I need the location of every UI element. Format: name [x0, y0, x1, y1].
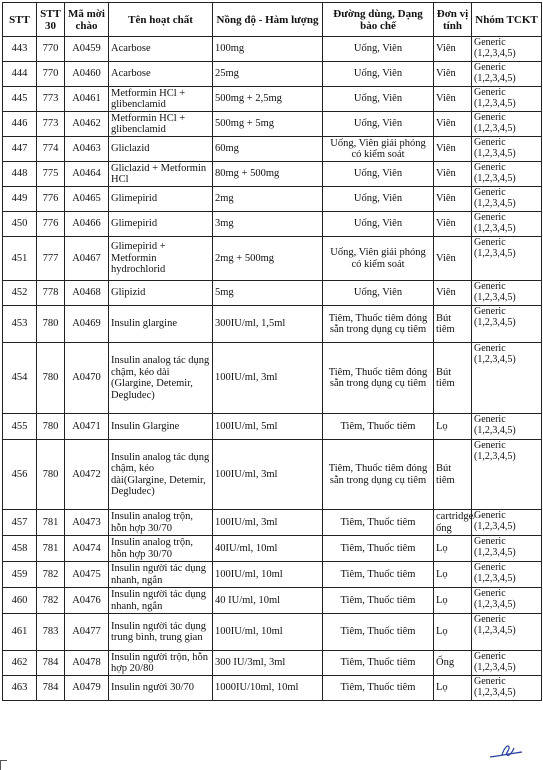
unit-cell: Bút tiêm	[434, 306, 472, 343]
strength-cell: 40 IU/ml, 10ml	[213, 588, 323, 614]
strength-cell: 100IU/ml, 10ml	[213, 562, 323, 588]
code-cell: A0479	[65, 676, 109, 701]
stt30-cell: 782	[37, 562, 65, 588]
stt30-cell: 770	[37, 37, 65, 62]
route-cell: Tiêm, Thuốc tiêm	[323, 614, 434, 651]
code-cell: A0472	[65, 440, 109, 510]
strength-cell: 100IU/ml, 5ml	[213, 414, 323, 440]
route-cell: Tiêm, Thuốc tiêm	[323, 536, 434, 562]
stt-cell: 459	[3, 562, 37, 588]
route-cell: Uống, Viên	[323, 281, 434, 306]
unit-cell: Lọ	[434, 562, 472, 588]
strength-cell: 1000IU/10ml, 10ml	[213, 676, 323, 701]
ingredient-cell: Glimepirid + Metformin hydrochlorid	[109, 237, 213, 281]
group-cell: Generic (1,2,3,4,5)	[472, 306, 542, 343]
route-cell: Tiêm, Thuốc tiêm đóng sẵn trong dụng cụ tiêm	[323, 440, 434, 510]
group-cell: Generic (1,2,3,4,5)	[472, 162, 542, 187]
table-row	[3, 676, 542, 701]
table-row	[3, 536, 542, 562]
ingredient-cell: Insulin analog tác dụng chậm, kéo dài(Glargine, Detemir, Degludec)	[109, 440, 213, 510]
stt-cell: 455	[3, 414, 37, 440]
route-cell: Uống, Viên	[323, 87, 434, 112]
code-cell: A0470	[65, 343, 109, 414]
route-cell: Uống, Viên	[323, 162, 434, 187]
stt30-cell: 781	[37, 510, 65, 536]
code-cell: A0465	[65, 187, 109, 212]
stt30-cell: 783	[37, 614, 65, 651]
code-cell: A0460	[65, 62, 109, 87]
strength-cell: 3mg	[213, 212, 323, 237]
strength-cell: 300 IU/3ml, 3ml	[213, 651, 323, 676]
table-row	[3, 237, 542, 281]
table-row	[3, 414, 542, 440]
group-cell: Generic (1,2,3,4,5)	[472, 237, 542, 281]
unit-cell: Viên	[434, 137, 472, 162]
strength-cell: 100IU/ml, 3ml	[213, 343, 323, 414]
group-cell: Generic (1,2,3,4,5)	[472, 87, 542, 112]
table-row	[3, 588, 542, 614]
strength-cell: 100mg	[213, 37, 323, 62]
header-active-ingredient: Tên hoạt chất	[109, 3, 213, 37]
stt-cell: 445	[3, 87, 37, 112]
code-cell: A0461	[65, 87, 109, 112]
drug-table	[2, 2, 542, 701]
ingredient-cell: Insulin người trộn, hỗn hợp 20/80	[109, 651, 213, 676]
strength-cell: 300IU/ml, 1,5ml	[213, 306, 323, 343]
unit-cell: Viên	[434, 187, 472, 212]
unit-cell: Lọ	[434, 588, 472, 614]
table-row	[3, 162, 542, 187]
strength-cell: 2mg + 500mg	[213, 237, 323, 281]
group-cell: Generic (1,2,3,4,5)	[472, 440, 542, 510]
code-cell: A0478	[65, 651, 109, 676]
stt-cell: 462	[3, 651, 37, 676]
stt30-cell: 775	[37, 162, 65, 187]
ingredient-cell: Insulin người tác dụng nhanh, ngắn	[109, 588, 213, 614]
code-cell: A0477	[65, 614, 109, 651]
code-cell: A0476	[65, 588, 109, 614]
unit-cell: Viên	[434, 237, 472, 281]
group-cell: Generic (1,2,3,4,5)	[472, 187, 542, 212]
ingredient-cell: Metformin HCl + glibenclamid	[109, 87, 213, 112]
group-cell: Generic (1,2,3,4,5)	[472, 62, 542, 87]
ingredient-cell: Insulin glargine	[109, 306, 213, 343]
stt-cell: 461	[3, 614, 37, 651]
group-cell: Generic (1,2,3,4,5)	[472, 588, 542, 614]
unit-cell: Lọ	[434, 676, 472, 701]
stt-cell: 444	[3, 62, 37, 87]
drug-list-sheet	[2, 2, 541, 701]
stt30-cell: 778	[37, 281, 65, 306]
table-row	[3, 614, 542, 651]
group-cell: Generic (1,2,3,4,5)	[472, 414, 542, 440]
code-cell: A0468	[65, 281, 109, 306]
group-cell: Generic (1,2,3,4,5)	[472, 676, 542, 701]
table-row	[3, 62, 542, 87]
stt30-cell: 773	[37, 87, 65, 112]
table-row	[3, 87, 542, 112]
strength-cell: 25mg	[213, 62, 323, 87]
group-cell: Generic (1,2,3,4,5)	[472, 510, 542, 536]
unit-cell: Viên	[434, 162, 472, 187]
route-cell: Tiêm, Thuốc tiêm đóng sẵn trong dụng cụ tiêm	[323, 343, 434, 414]
unit-cell: Ống	[434, 651, 472, 676]
table-row	[3, 37, 542, 62]
header-technical-group: Nhóm TCKT	[472, 3, 542, 37]
code-cell: A0466	[65, 212, 109, 237]
stt-cell: 447	[3, 137, 37, 162]
unit-cell: Lọ	[434, 536, 472, 562]
route-cell: Uống, Viên	[323, 212, 434, 237]
stt30-cell: 774	[37, 137, 65, 162]
ingredient-cell: Gliclazid	[109, 137, 213, 162]
table-row	[3, 306, 542, 343]
route-cell: Tiêm, Thuốc tiêm	[323, 588, 434, 614]
ingredient-cell: Acarbose	[109, 37, 213, 62]
ingredient-cell: Insulin người tác dụng trung bình, trung gian	[109, 614, 213, 651]
stt-cell: 446	[3, 112, 37, 137]
code-cell: A0469	[65, 306, 109, 343]
stt30-cell: 777	[37, 237, 65, 281]
code-cell: A0471	[65, 414, 109, 440]
stt-cell: 452	[3, 281, 37, 306]
stt30-cell: 784	[37, 651, 65, 676]
route-cell: Uống, Viên	[323, 112, 434, 137]
strength-cell: 500mg + 5mg	[213, 112, 323, 137]
code-cell: A0462	[65, 112, 109, 137]
group-cell: Generic (1,2,3,4,5)	[472, 536, 542, 562]
stt30-cell: 780	[37, 414, 65, 440]
unit-cell: Viên	[434, 212, 472, 237]
strength-cell: 40IU/ml, 10ml	[213, 536, 323, 562]
group-cell: Generic (1,2,3,4,5)	[472, 112, 542, 137]
stt-cell: 448	[3, 162, 37, 187]
signature-mark	[488, 742, 524, 760]
stt-cell: 453	[3, 306, 37, 343]
stt-cell: 458	[3, 536, 37, 562]
unit-cell: Bút tiêm	[434, 440, 472, 510]
stt30-cell: 773	[37, 112, 65, 137]
unit-cell: Viên	[434, 37, 472, 62]
ingredient-cell: Insulin người 30/70	[109, 676, 213, 701]
stt30-cell: 776	[37, 212, 65, 237]
group-cell: Generic (1,2,3,4,5)	[472, 37, 542, 62]
code-cell: A0474	[65, 536, 109, 562]
route-cell: Tiêm, Thuốc tiêm	[323, 510, 434, 536]
table-row	[3, 112, 542, 137]
group-cell: Generic (1,2,3,4,5)	[472, 614, 542, 651]
stt-cell: 449	[3, 187, 37, 212]
route-cell: Uống, Viên	[323, 62, 434, 87]
unit-cell: Lọ	[434, 614, 472, 651]
group-cell: Generic (1,2,3,4,5)	[472, 343, 542, 414]
table-header-row	[3, 3, 542, 37]
stt30-cell: 776	[37, 187, 65, 212]
ingredient-cell: Acarbose	[109, 62, 213, 87]
ingredient-cell: Insulin analog tác dụng chậm, kéo dài (Glargine, Detemir, Degludec)	[109, 343, 213, 414]
unit-cell: Viên	[434, 281, 472, 306]
code-cell: A0473	[65, 510, 109, 536]
stt30-cell: 770	[37, 62, 65, 87]
group-cell: Generic (1,2,3,4,5)	[472, 137, 542, 162]
route-cell: Tiêm, Thuốc tiêm	[323, 562, 434, 588]
strength-cell: 2mg	[213, 187, 323, 212]
route-cell: Uống, Viên	[323, 37, 434, 62]
ingredient-cell: Insulin analog trộn, hỗn hợp 30/70	[109, 536, 213, 562]
header-bid-code: Mã mời chào	[65, 3, 109, 37]
stt-cell: 454	[3, 343, 37, 414]
stt30-cell: 780	[37, 440, 65, 510]
stt-cell: 450	[3, 212, 37, 237]
unit-cell: Viên	[434, 87, 472, 112]
table-row	[3, 137, 542, 162]
unit-cell: cartridge/ống	[434, 510, 472, 536]
strength-cell: 100IU/ml, 3ml	[213, 440, 323, 510]
code-cell: A0467	[65, 237, 109, 281]
page-corner-mark	[0, 760, 7, 770]
strength-cell: 100IU/ml, 3ml	[213, 510, 323, 536]
group-cell: Generic (1,2,3,4,5)	[472, 281, 542, 306]
stt30-cell: 784	[37, 676, 65, 701]
ingredient-cell: Glimepirid	[109, 212, 213, 237]
stt-cell: 443	[3, 37, 37, 62]
header-strength: Nồng độ - Hàm lượng	[213, 3, 323, 37]
table-row	[3, 651, 542, 676]
table-row	[3, 212, 542, 237]
code-cell: A0464	[65, 162, 109, 187]
stt-cell: 451	[3, 237, 37, 281]
strength-cell: 500mg + 2,5mg	[213, 87, 323, 112]
code-cell: A0475	[65, 562, 109, 588]
stt30-cell: 780	[37, 343, 65, 414]
unit-cell: Bút tiêm	[434, 343, 472, 414]
ingredient-cell: Metformin HCl + glibenclamid	[109, 112, 213, 137]
stt-cell: 463	[3, 676, 37, 701]
route-cell: Uống, Viên giải phóng có kiểm soát	[323, 237, 434, 281]
ingredient-cell: Insulin analog trộn, hỗn hợp 30/70	[109, 510, 213, 536]
stt30-cell: 780	[37, 306, 65, 343]
route-cell: Tiêm, Thuốc tiêm	[323, 414, 434, 440]
ingredient-cell: Glipizid	[109, 281, 213, 306]
group-cell: Generic (1,2,3,4,5)	[472, 212, 542, 237]
table-row	[3, 510, 542, 536]
header-unit: Đơn vị tính	[434, 3, 472, 37]
header-stt-30: STT 30	[37, 3, 65, 37]
stt-cell: 457	[3, 510, 37, 536]
route-cell: Tiêm, Thuốc tiêm	[323, 651, 434, 676]
strength-cell: 5mg	[213, 281, 323, 306]
header-route-dosage-form: Đường dùng, Dạng bào chế	[323, 3, 434, 37]
table-row	[3, 440, 542, 510]
stt-cell: 460	[3, 588, 37, 614]
table-body	[3, 37, 542, 701]
group-cell: Generic (1,2,3,4,5)	[472, 562, 542, 588]
ingredient-cell: Gliclazid + Metformin HCl	[109, 162, 213, 187]
code-cell: A0463	[65, 137, 109, 162]
route-cell: Tiêm, Thuốc tiêm đóng sẵn trong dụng cụ tiêm	[323, 306, 434, 343]
unit-cell: Lọ	[434, 414, 472, 440]
ingredient-cell: Glimepirid	[109, 187, 213, 212]
header-stt: STT	[3, 3, 37, 37]
route-cell: Uống, Viên giải phóng có kiểm soát	[323, 137, 434, 162]
strength-cell: 100IU/ml, 10ml	[213, 614, 323, 651]
unit-cell: Viên	[434, 62, 472, 87]
strength-cell: 60mg	[213, 137, 323, 162]
ingredient-cell: Insulin người tác dụng nhanh, ngắn	[109, 562, 213, 588]
ingredient-cell: Insulin Glargine	[109, 414, 213, 440]
table-row	[3, 187, 542, 212]
stt-cell: 456	[3, 440, 37, 510]
route-cell: Uống, Viên	[323, 187, 434, 212]
group-cell: Generic (1,2,3,4,5)	[472, 651, 542, 676]
table-row	[3, 281, 542, 306]
route-cell: Tiêm, Thuốc tiêm	[323, 676, 434, 701]
strength-cell: 80mg + 500mg	[213, 162, 323, 187]
stt30-cell: 781	[37, 536, 65, 562]
stt30-cell: 782	[37, 588, 65, 614]
code-cell: A0459	[65, 37, 109, 62]
table-row	[3, 343, 542, 414]
table-row	[3, 562, 542, 588]
unit-cell: Viên	[434, 112, 472, 137]
